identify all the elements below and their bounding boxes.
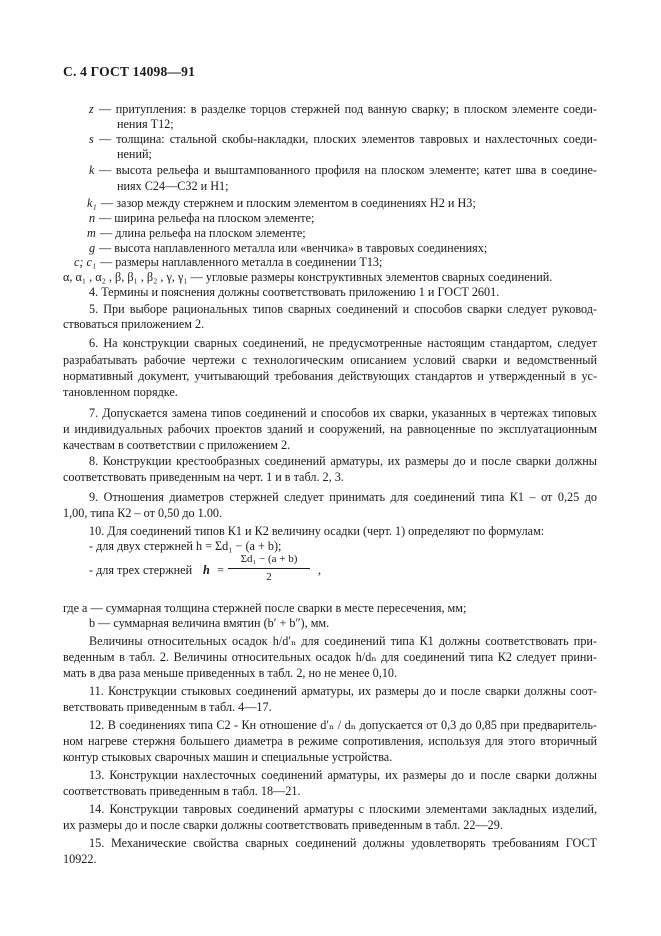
- definition-symbol: s: [89, 132, 94, 146]
- formula-equals: =: [217, 563, 224, 577]
- definition-symbol: g: [89, 241, 96, 255]
- fraction-numerator: Σd₁ − (a + b): [228, 553, 310, 569]
- definition-text: — зазор между стержнем и плоским элементом в соединениях Н2 и Н3;: [101, 196, 476, 210]
- definition-text: — притупления: в разделке торцов стержней под ванную сварку; в плоском элементе соеди-: [99, 102, 597, 116]
- definition-symbol: z: [89, 102, 94, 116]
- definition-text: — длина рельефа на плоском элементе;: [100, 226, 306, 240]
- formula-variable-h: h: [203, 563, 210, 577]
- definition-symbol: n: [89, 211, 96, 225]
- fraction-denominator: 2: [266, 571, 272, 583]
- definition-text: — толщина: стальной скобы-накладки, плоских элементов тавровых и нахлесточных соеди-: [99, 132, 597, 146]
- definition-continuation: нений;: [117, 147, 152, 161]
- formula-comma: ,: [318, 563, 322, 577]
- definition-text: — ширина рельефа на плоском элементе;: [99, 211, 315, 225]
- definition-text: — высота наплавленного металла или «венчика» в тавровых соединениях;: [99, 241, 488, 255]
- page-header: С. 4 ГОСТ 14098—91: [63, 64, 196, 79]
- definition-symbol: c; c₁: [74, 255, 97, 269]
- definition-text: — высота рельефа и выштампованного профиля на плоском элементе; катет шва в соедине-: [99, 163, 597, 177]
- definition-symbol: k₁: [87, 196, 97, 210]
- definition-text: — размеры наплавленного металла в соединении Т13;: [100, 255, 383, 269]
- definition-symbol: k: [89, 163, 95, 177]
- document-page: С. 4 ГОСТ 14098—91 z — притупления: в разделке торцов стержней под ванную сварку; в плоском элементе соеди- нения Т12; s — толщина: стальной скобы-накладки, плоских элементов тавровых и нахлесточных соеди- нений; k — высота рельефа и выштампованного профиля на плоском элементе; катет шва в соедине- ниях С24—С32 и Н1; k₁ — зазор между стержнем и плоским элементом в соединениях Н2 и Н3; n — ширина рельефа на плоском элементе; m — длина рельефа на плоском элементе; g — высота наплавленного металла или «венчика» в тавровых соединениях; c; c₁ — размеры наплавленного металла в соединении Т13; α, α₁ , α₂ , β, β₁ , β₂ , γ, γ₁ — угловые размеры конструктивных элементов сварных соединений. 4. Термины и пояснения должны соответствовать приложению 1 и ГОСТ 2601. 5. При выборе рациональных типов сварных соединений и способов сварки следует руковод- ствоваться приложением 2. 6. На конструкции сварных соединений, не предусмотренные настоящим стандартом, следует разрабатывать рабочие чертежи с технологическим описанием условий сварки и ведомственный нормативный документ, учитывающий требования действующих стандартов и утвержденный в ус- тановленном порядке. 7. Допускается замена типов соединений и способов их сварки, указанных в чертежах типовых и индивидуальных рабочих проектов зданий и сооружений, на равноценные по эксплуатационным качествам в соответствии с приложением 2. 8. Конструкции крестообразных соединений арматуры, их размеры до и после сварки должны соответствовать приведенным на черт. 1 и в табл. 2, 3. 9. Отношения диаметров стержней следует принимать для соединений типа К1 – от 0,25 до 1,00, типа К2 – от 0,50 до 1.00. 10. Для соединений типов К1 и К2 величину осадки (черт. 1) определяют по формулам: - для двух стержней h = Σd₁ − (a + b); - для трех стержней h = , $\frac{\text{Σd₁ − (a + b)}}{2}$ где a — суммарная толщина стержней после сварки в месте пересечения, мм; b — суммарная величина вмятин (b′ + b″), мм. Величины относительных осадок h/d′ₙ для соединений типа К1 должны соответствовать при- веденным в табл. 2. Величины относительных осадок h/dₙ для соединений типа К2 следует прини- мать в два раза меньше приведенных в табл. 2, но не менее 0,10. 11. Конструкции стыковых соединений арматуры, их размеры до и после сварки должны соот- ветствовать приведенным в табл. 4—17. 12. В соединениях типа С2 - Кн отношение d′ₙ / dₙ допускается от 0,3 до 0,85 при предваритель- ном нагреве стержня большего диаметра в режиме сопротивления, используя для этого вторичный контур стыковых сварочных машин и специальные устройства. 13. Конструкции нахлесточных соединений арматуры, их размеры до и после сварки должны соответствовать приведенным в табл. 18—21. 14. Конструкции тавровых соединений арматуры с плоскими элементами закладных изделий, их размеры до и после сварки должны соответствовать приведенным в табл. 22—29. 15. Механические свойства сварных соединений должны удовлетворять требованиям ГОСТ 10922.: [63, 64, 597, 866]
- definition-continuation: нения Т12;: [117, 117, 174, 131]
- definition-symbol: m: [87, 226, 96, 240]
- definition-continuation: ниях С24—С32 и Н1;: [117, 179, 229, 193]
- formula-fraction: [228, 553, 310, 584]
